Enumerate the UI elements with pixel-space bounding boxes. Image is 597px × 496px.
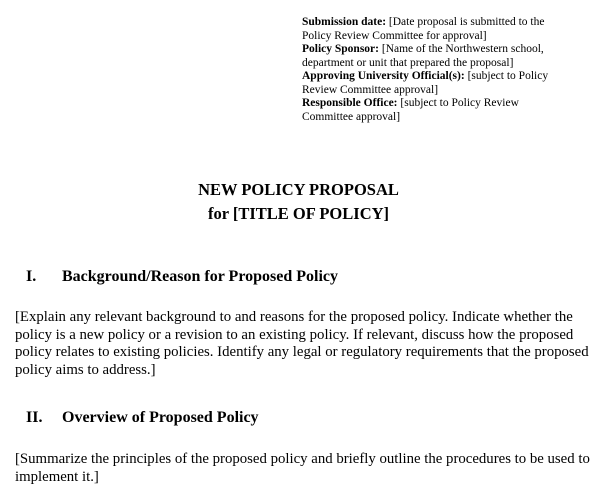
- section-body-background: [Explain any relevant background to and reasons for the proposed policy. Indicate whether the policy is a new policy or a revision to an existing policy. If relevant, discuss how the proposed policy relates to existing policies. Identify any legal or regulatory requirements that the proposed policy aims to address.]: [15, 309, 589, 378]
- responsible-office-label: Responsible Office:: [302, 97, 398, 109]
- policy-sponsor-row: [302, 43, 572, 70]
- section-title: Background/Reason for Proposed Policy: [62, 268, 339, 285]
- section-title: Overview of Proposed Policy: [62, 409, 259, 426]
- submission-date-row: [302, 16, 572, 43]
- approving-official-value: [subject to Policy Review Committee approval]: [302, 70, 549, 96]
- section-heading-background: [26, 268, 338, 286]
- proposal-metadata: [302, 16, 572, 124]
- submission-date-label: Submission date:: [302, 16, 387, 28]
- policy-sponsor-value: [Name of the Northwestern school, department or unit that prepared the proposal]: [302, 43, 544, 69]
- approving-official-label: Approving University Official(s):: [302, 70, 465, 82]
- section-number: II.: [26, 409, 43, 426]
- policy-sponsor-label: Policy Sponsor:: [302, 43, 379, 55]
- section-body-overview: [Summarize the principles of the proposed policy and briefly outline the procedures to be used to implement it.]: [15, 451, 590, 485]
- document-subtitle: for [TITLE OF POLICY]: [207, 204, 390, 223]
- responsible-office-row: [302, 97, 572, 124]
- section-number: I.: [26, 268, 37, 285]
- responsible-office-value: [subject to Policy Review Committee approval]: [302, 97, 519, 123]
- section-heading-overview: [26, 409, 259, 427]
- submission-date-value: [Date proposal is submitted to the Policy Review Committee for approval]: [302, 16, 545, 42]
- approving-official-row: [302, 70, 572, 97]
- document-title: NEW POLICY PROPOSAL: [198, 180, 399, 199]
